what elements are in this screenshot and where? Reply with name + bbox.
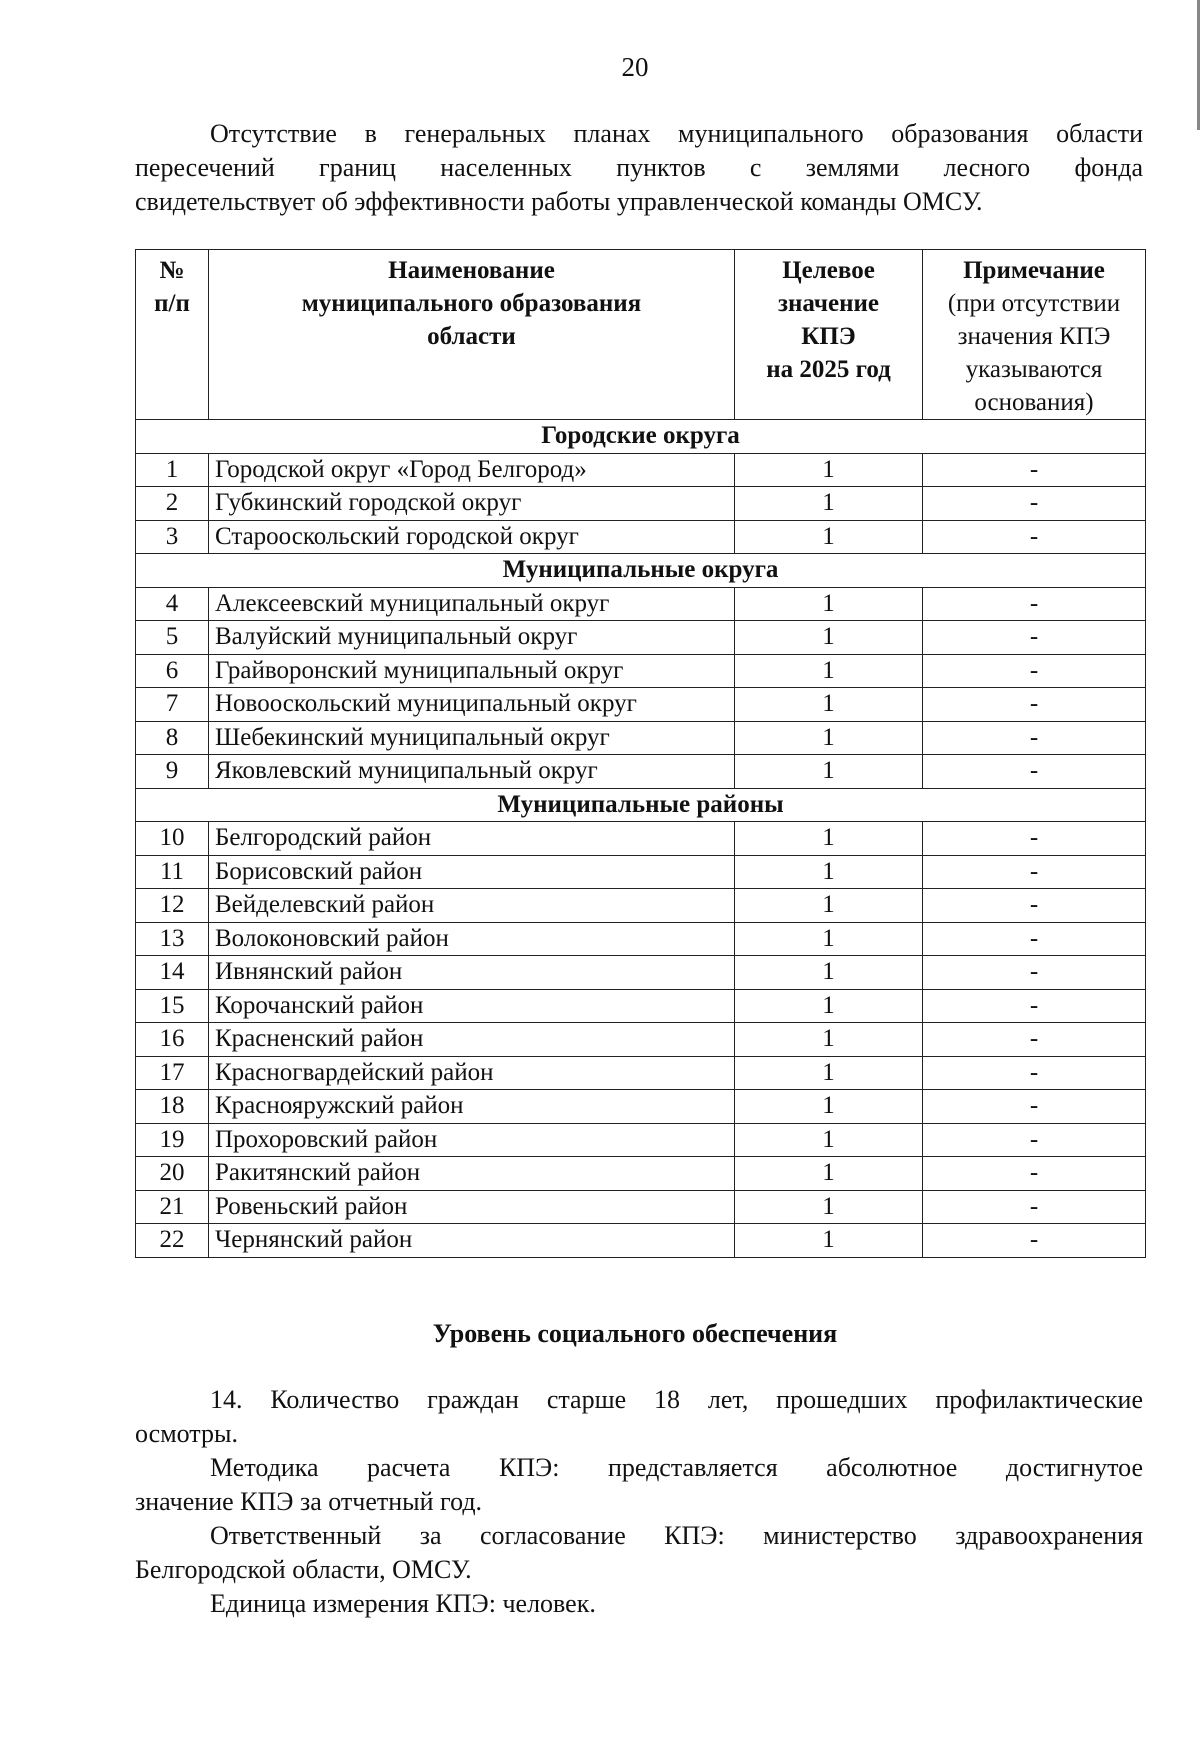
table-row — [136, 688, 1146, 722]
item14-responsible-line: Белгородской области, ОМСУ. — [135, 1555, 472, 1584]
row-value: 1 — [735, 721, 923, 755]
row-note: - — [923, 721, 1146, 755]
row-number: 15 — [136, 989, 209, 1023]
row-name: Волоконовский район — [209, 922, 735, 956]
row-value: 1 — [735, 520, 923, 554]
row-number: 16 — [136, 1023, 209, 1057]
item-14 — [135, 1383, 1143, 1621]
row-value: 1 — [735, 889, 923, 923]
row-note: - — [923, 1056, 1146, 1090]
row-name: Яковлевский муниципальный округ — [209, 755, 735, 789]
row-name: Шебекинский муниципальный округ — [209, 721, 735, 755]
page-number: 20 — [621, 52, 649, 82]
row-number: 1 — [136, 453, 209, 487]
row-value: 1 — [735, 453, 923, 487]
row-note: - — [923, 587, 1146, 621]
row-value: 1 — [735, 755, 923, 789]
item14-title-line: 14. Количество граждан старше 18 лет, прошедших профилактические — [210, 1385, 1143, 1414]
row-number: 7 — [136, 688, 209, 722]
row-name: Старооскольский городской округ — [209, 520, 735, 554]
table-row — [136, 1190, 1146, 1224]
row-note: - — [923, 989, 1146, 1023]
row-value: 1 — [735, 956, 923, 990]
row-name: Краснояружский район — [209, 1090, 735, 1124]
table-row — [136, 587, 1146, 621]
table-row — [136, 487, 1146, 521]
row-number: 12 — [136, 889, 209, 923]
row-value: 1 — [735, 688, 923, 722]
header-note: Примечание (при отсутствии значения КПЭ указываются основания) — [923, 250, 1146, 420]
intro-paragraph — [135, 117, 1143, 219]
table-row — [136, 721, 1146, 755]
row-name: Белгородский район — [209, 822, 735, 856]
row-note: - — [923, 453, 1146, 487]
row-note: - — [923, 520, 1146, 554]
row-name: Красненский район — [209, 1023, 735, 1057]
row-note: - — [923, 755, 1146, 789]
table-row — [136, 1023, 1146, 1057]
table-row — [136, 822, 1146, 856]
table-row — [136, 922, 1146, 956]
row-number: 10 — [136, 822, 209, 856]
row-number: 14 — [136, 956, 209, 990]
row-name: Городской округ «Город Белгород» — [209, 453, 735, 487]
kpe-table — [135, 249, 1146, 1258]
row-number: 17 — [136, 1056, 209, 1090]
row-name: Корочанский район — [209, 989, 735, 1023]
row-value: 1 — [735, 1157, 923, 1191]
row-note: - — [923, 1090, 1146, 1124]
row-note: - — [923, 1190, 1146, 1224]
intro-line: свидетельствует об эффективности работы управленческой команды ОМСУ. — [135, 187, 983, 216]
row-name: Грайворонский муниципальный округ — [209, 654, 735, 688]
table-row — [136, 855, 1146, 889]
row-value: 1 — [735, 621, 923, 655]
row-name: Прохоровский район — [209, 1123, 735, 1157]
table-row — [136, 1224, 1146, 1258]
table-row — [136, 1157, 1146, 1191]
row-value: 1 — [735, 587, 923, 621]
table-row — [136, 889, 1146, 923]
table-body — [136, 420, 1146, 1258]
row-value: 1 — [735, 1190, 923, 1224]
item14-unit-line: Единица измерения КПЭ: человек. — [210, 1589, 596, 1618]
row-number: 20 — [136, 1157, 209, 1191]
row-note: - — [923, 621, 1146, 655]
intro-line: пересечений границ населенных пунктов с землями лесного фонда — [135, 153, 1143, 182]
row-value: 1 — [735, 487, 923, 521]
row-note: - — [923, 956, 1146, 990]
row-note: - — [923, 822, 1146, 856]
header-value: Целевое значение КПЭ на 2025 год — [735, 250, 923, 420]
header-num: № п/п — [136, 250, 209, 420]
item14-responsible-line: Ответственный за согласование КПЭ: министерство здравоохранения — [210, 1521, 1143, 1550]
row-value: 1 — [735, 1023, 923, 1057]
row-value: 1 — [735, 654, 923, 688]
row-number: 11 — [136, 855, 209, 889]
item14-title-line: осмотры. — [135, 1419, 238, 1448]
row-note: - — [923, 922, 1146, 956]
group-title: Городские округа — [136, 420, 1146, 454]
group-title: Муниципальные районы — [136, 788, 1146, 822]
row-value: 1 — [735, 1123, 923, 1157]
row-note: - — [923, 1123, 1146, 1157]
row-name: Ровеньский район — [209, 1190, 735, 1224]
table-row — [136, 654, 1146, 688]
row-note: - — [923, 1224, 1146, 1258]
table-row — [136, 1090, 1146, 1124]
group-row — [136, 788, 1146, 822]
row-value: 1 — [735, 922, 923, 956]
row-note: - — [923, 1157, 1146, 1191]
row-number: 18 — [136, 1090, 209, 1124]
row-name: Вейделевский район — [209, 889, 735, 923]
table-header-row — [136, 250, 1146, 420]
table-row — [136, 453, 1146, 487]
row-name: Алексеевский муниципальный округ — [209, 587, 735, 621]
row-name: Валуйский муниципальный округ — [209, 621, 735, 655]
table-row — [136, 956, 1146, 990]
table-row — [136, 1123, 1146, 1157]
header-name: Наименование муниципального образования области — [209, 250, 735, 420]
row-name: Новооскольский муниципальный округ — [209, 688, 735, 722]
row-note: - — [923, 688, 1146, 722]
row-value: 1 — [735, 1224, 923, 1258]
group-row — [136, 554, 1146, 588]
row-name: Ивнянский район — [209, 956, 735, 990]
row-name: Борисовский район — [209, 855, 735, 889]
row-value: 1 — [735, 1056, 923, 1090]
row-value: 1 — [735, 822, 923, 856]
row-number: 22 — [136, 1224, 209, 1258]
intro-line: Отсутствие в генеральных планах муниципального образования области — [210, 119, 1143, 148]
row-note: - — [923, 855, 1146, 889]
section-title: Уровень социального обеспечения — [432, 1319, 838, 1348]
table-row — [136, 1056, 1146, 1090]
row-name: Губкинский городской округ — [209, 487, 735, 521]
table-row — [136, 989, 1146, 1023]
row-number: 4 — [136, 587, 209, 621]
row-number: 2 — [136, 487, 209, 521]
row-number: 8 — [136, 721, 209, 755]
row-note: - — [923, 889, 1146, 923]
row-note: - — [923, 487, 1146, 521]
row-name: Ракитянский район — [209, 1157, 735, 1191]
row-number: 6 — [136, 654, 209, 688]
row-number: 21 — [136, 1190, 209, 1224]
table-row — [136, 621, 1146, 655]
row-number: 19 — [136, 1123, 209, 1157]
table-row — [136, 520, 1146, 554]
row-name: Красногвардейский район — [209, 1056, 735, 1090]
table-row — [136, 755, 1146, 789]
group-row — [136, 420, 1146, 454]
row-note: - — [923, 654, 1146, 688]
row-value: 1 — [735, 989, 923, 1023]
item14-method-line: Методика расчета КПЭ: представляется абсолютное достигнутое — [210, 1453, 1143, 1482]
row-number: 5 — [136, 621, 209, 655]
row-name: Чернянский район — [209, 1224, 735, 1258]
item14-method-line: значение КПЭ за отчетный год. — [135, 1487, 483, 1516]
row-value: 1 — [735, 855, 923, 889]
row-note: - — [923, 1023, 1146, 1057]
group-title: Муниципальные округа — [136, 554, 1146, 588]
row-value: 1 — [735, 1090, 923, 1124]
row-number: 3 — [136, 520, 209, 554]
row-number: 9 — [136, 755, 209, 789]
row-number: 13 — [136, 922, 209, 956]
